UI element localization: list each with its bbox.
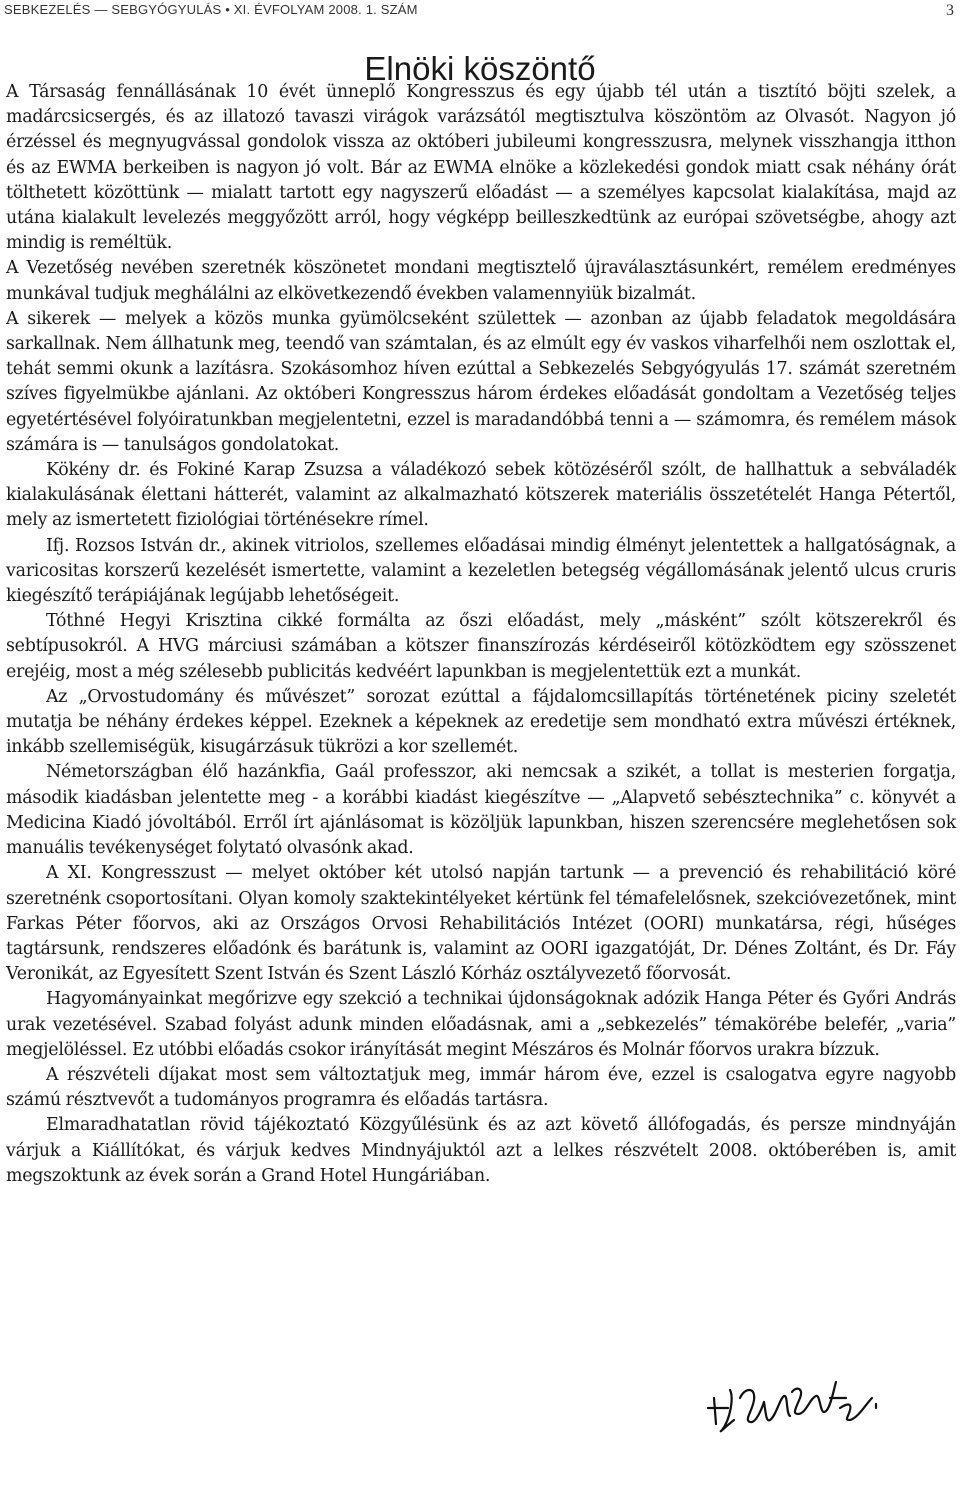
paragraph: A sikerek — melyek a közös munka gyümölcseként születtek — azonban az újabb feladatok megoldására sarkallnak. Nem állhatunk meg, teendő van számtalan, és az elmúlt egy év vaskos viharfelhői nem oszlottak el, tehát semmi okunk a lazításra. Szokásomhoz híven ezúttal a Sebkezelés Sebgyógyulás 17. számát szeretném szíves figyelmükbe ajánlani. Az októberi Kongresszus három érdekes előadását gondoltam a Vezetőség teljes egyetértésével folyóiratunkban megjelentetni, ezzel is maradandóbbá tenni a — számomra, és remélem mások számára is — tanulságos gondolatokat. <box>6 308 956 455</box>
paragraph: A XI. Kongresszust — melyet október két utolsó napján tartunk — a prevenció és rehabilitáció köré szeretnénk csoportosítani. Olyan komoly szaktekintélyeket kértünk fel témafelelősnek, szekcióvezetőnek, mint Farkas Péter főorvos, aki az Országos Orvosi Rehabilitációs Intézet (OORI) munkatársa, régi, hűséges tagtársunk, rendszeres előadónk és barátunk is, valamint az OORI igazgatóját, Dr. Dénes Zoltánt, és Dr. Fáy Veronikát, az Egyesített Szent István és Szent László Kórház osztályvezető főorvosát. <box>6 863 956 985</box>
paragraph: A részvételi díjakat most sem változtatjuk meg, immár három éve, ezzel is csalogatva egyre nagyobb számú résztvevőt a tudományos programra és előadás tartásra. <box>6 1064 956 1111</box>
paragraph: A Társaság fennállásának 10 évét ünneplő Kongresszus és egy újabb tél után a tisztító böjti szelek, a madárcsicsergés, és az illatozó tavaszi virágok varázsától megtisztulva köszöntöm az Olvasót. Nagyon jó érzéssel és megnyugvással gondolok vissza az októberi jubileumi kongresszusra, melynek visszhangja itthon és az EWMA berkeiben is nagyon jó volt. Bár az EWMA elnöke a közlekedési gondok miatt csak néhány órát tölthetett közöttünk — mialatt tartott egy nagyszerű előadást — a személyes kapcsolat kialakítása, majd az utána kialakult levelezés meggyőzött arról, hogy végképp beilleszkedtünk az európai szövetségbe, ahogy azt mindig is reméltük. <box>6 82 956 254</box>
paragraph: Ifj. Rozsos István dr., akinek vitriolos, szellemes előadásai mindig élményt jelentettek a hallgatóságnak, a varicositas korszerű kezelését ismertette, valamint a kezeletlen betegség végállomásának jelentő ulcus cruris kiegészítő terápiájának legújabb lehetőségeit. <box>6 535 956 607</box>
article-title: Elnöki köszöntő <box>364 50 596 87</box>
article-body <box>6 80 956 1189</box>
paragraph: Tóthné Hegyi Krisztina cikké formálta az őszi előadást, mely „másként” szólt kötszerekről és sebtípusokról. A HVG márciusi számában a kötszer finanszírozás kérdéseiről kötözködtem egy szösszenet erejéig, most a még szélesebb publicitás kedvéért lapunkban is megjelentettük ezt a munkát. <box>6 611 956 682</box>
paragraph: Elmaradhatatlan rövid tájékoztató Közgyűlésünk és az azt követő állófogadás, és persze mindnyáján várjuk a Kiállítókat, és várjuk kedves Mindnyájuktól azt a lelkes részvételt 2008. októberében is, amit megszoktunk az évek során a Grand Hotel Hungáriában. <box>6 1115 956 1186</box>
page-number: 3 <box>946 2 954 19</box>
paragraph: Az „Orvostudomány és művészet” sorozat ezúttal a fájdalomcsillapítás történetének piciny szeletét mutatja be néhány érdekes képpel. Ezeknek a képeknek az eredetije sem mondható extra művészi értéknek, inkább szellemiségük, kisugárzásuk tükrözi a kor szellemét. <box>6 686 956 758</box>
handwritten-signature <box>700 1368 890 1448</box>
paragraph: Hagyományainkat megőrizve egy szekció a technikai újdonságoknak adózik Hanga Péter és Győri András urak vezetésével. Szabad folyást adunk minden előadásnak, ami a „sebkezelés” témakörébe belefér, „varia” megjelöléssel. Ez utóbbi előadás csokor irányítását megint Mészáros és Molnár főorvos urakra bízzuk. <box>6 989 956 1060</box>
running-head-text: SEBKEZELÉS — SEBGYÓGYULÁS • XI. ÉVFOLYAM 2008. 1. SZÁM <box>4 2 418 17</box>
running-header <box>4 2 954 20</box>
paragraph: Kökény dr. és Fokiné Karap Zsuzsa a váladékozó sebek kötözéséről szólt, de hallhattuk a sebváladék kialakulásának élettani hátterét, valamint az alkalmazható kötszerek materiális összetételét Hanga Pétertől, mely az ismertetett fiziológiai történésekre rímel. <box>6 460 956 531</box>
paragraph: A Vezetőség nevében szeretnék köszönetet mondani megtisztelő újraválasztásunkért, remélem eredményes munkával tudjuk meghálálni az elkövetkezendő években valamennyiük bizalmát. <box>6 258 956 304</box>
paragraph: Németországban élő hazánkfia, Gaál professzor, aki nemcsak a szikét, a tollat is mesterien forgatja, második kiadásban jelentette meg - a korábbi kiadást kiegészítve — „Alapvető sebésztechnika” c. könyvét a Medicina Kiadó jóvoltából. Erről írt ajánlásomat is közöljük lapunkban, hiszen szerencsére meglehetősen sok manuális tevékenységet folytató olvasónk akad. <box>6 762 956 859</box>
